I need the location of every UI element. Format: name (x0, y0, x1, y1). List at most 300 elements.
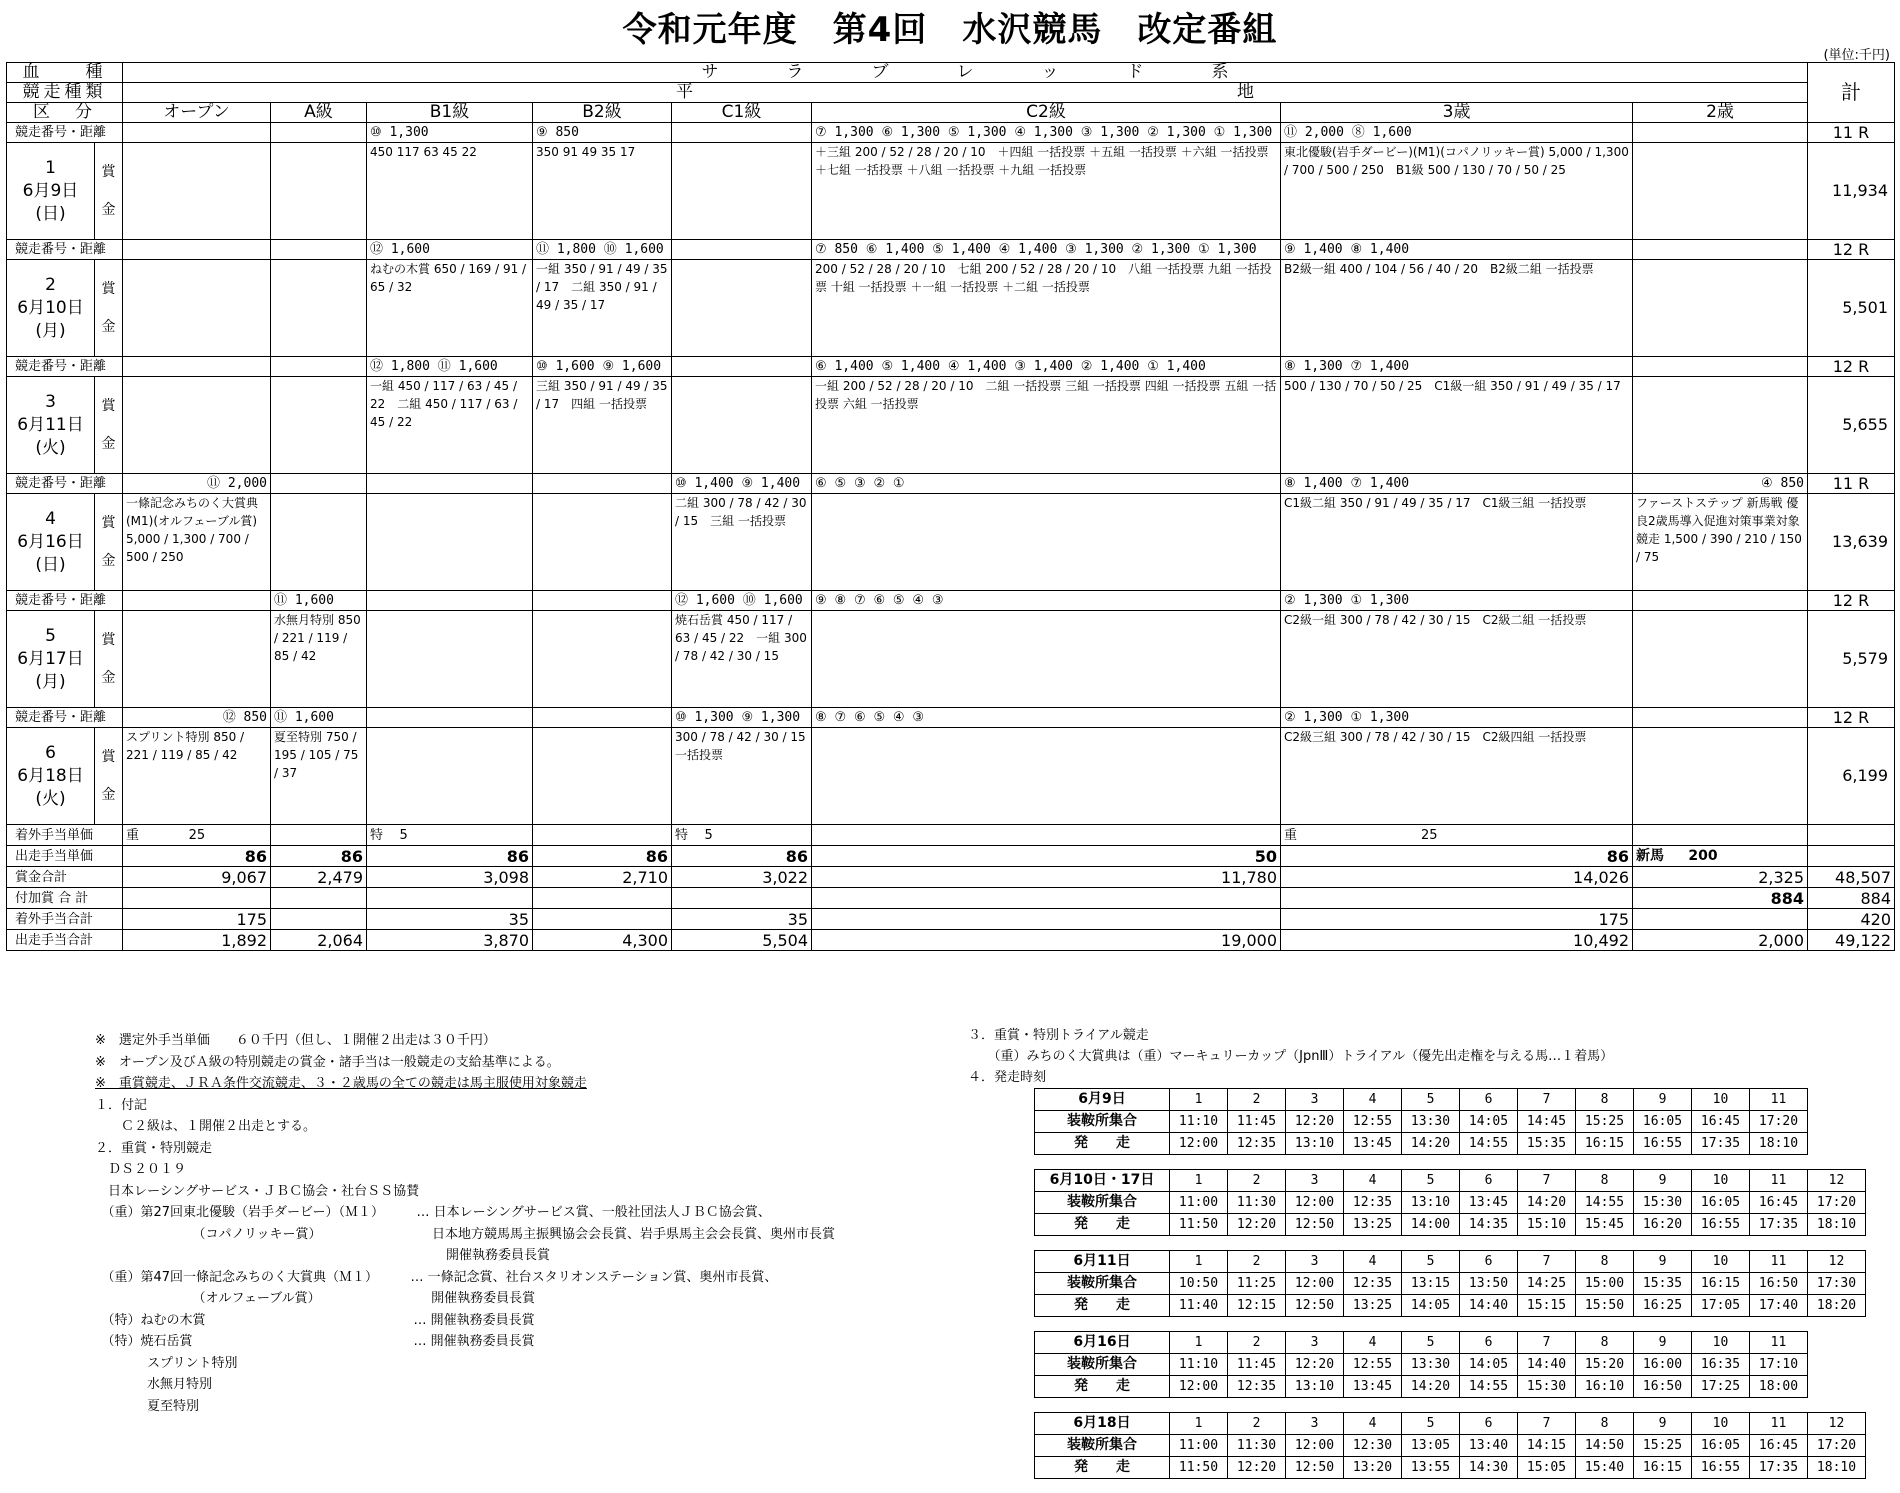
race-number-label: 競走番号・距離 (7, 240, 123, 260)
race-distance-a: ⑪ 1,600 (271, 708, 367, 728)
time-cell: 13:20 (1344, 1457, 1402, 1479)
time-cell: 14:05 (1460, 1111, 1518, 1133)
prize-a (271, 260, 367, 357)
time-cell: 16:45 (1750, 1192, 1808, 1214)
prize-label-top: 賞 (101, 398, 116, 414)
summary-y2: 2,000 (1633, 930, 1808, 951)
time-cell: 12:00 (1286, 1435, 1344, 1457)
note-line: ２．重賞・特別競走 (95, 1140, 213, 1156)
prize-c2 (812, 728, 1281, 825)
time-cell: 16:45 (1750, 1435, 1808, 1457)
summary-open: 1,892 (123, 930, 271, 951)
summary-c2 (812, 825, 1281, 846)
prize-text: C1級二組 350 / 91 / 49 / 35 / 17 C1級三組 一括投票 (1284, 496, 1587, 510)
blood-value: サ ラ ブ レ ッ ド 系 (123, 63, 1808, 83)
schedule-day: 6月16日 (1035, 1332, 1170, 1354)
time-cell: 14:05 (1402, 1295, 1460, 1317)
blood-label: 血 種 (7, 63, 123, 83)
time-cell: 12:20 (1286, 1111, 1344, 1133)
prize-y3 (1281, 728, 1633, 825)
race-no: 10 (1692, 1170, 1750, 1192)
race-no: 11 (1750, 1413, 1808, 1435)
time-cell: 17:40 (1750, 1295, 1808, 1317)
race-no: 12 (1808, 1251, 1866, 1273)
prize-y2 (1633, 611, 1808, 708)
time-cell: 11:30 (1228, 1192, 1286, 1214)
prize-label-top: 賞 (101, 281, 116, 297)
note-line: （特）焼石岳賞 … 開催執務委員長賞 (95, 1334, 535, 1349)
prize-a (271, 728, 367, 825)
time-cell: 16:50 (1750, 1273, 1808, 1295)
prize-text: ファーストステップ 新馬戦 優良2歳馬導入促進対策事業対象競走 1,500 / 390 / 210 / 150 / 75 (1636, 496, 1802, 564)
time-cell: 14:45 (1518, 1111, 1576, 1133)
summary-total: 884 (1808, 888, 1895, 909)
summary-total: 420 (1808, 909, 1895, 930)
time-row-label: 装鞍所集合 (1035, 1192, 1170, 1214)
prize-c2 (812, 143, 1281, 240)
prize-label-top: 賞 (101, 632, 116, 648)
time-cell: 13:10 (1286, 1376, 1344, 1398)
schedule-day: 6月10日・17日 (1035, 1170, 1170, 1192)
time-cell: 17:35 (1750, 1457, 1808, 1479)
summary-c1: 35 (672, 909, 812, 930)
time-row-label: 装鞍所集合 (1035, 1273, 1170, 1295)
race-distance-b2 (533, 591, 672, 611)
prize-row (7, 611, 1895, 708)
summary-total: 49,122 (1808, 930, 1895, 951)
prize-open (123, 494, 271, 591)
prize-label-bottom: 金 (101, 787, 116, 803)
time-cell: 13:40 (1460, 1435, 1518, 1457)
time-row (1035, 1376, 1808, 1398)
time-row (1035, 1214, 1866, 1236)
time-cell: 14:55 (1460, 1376, 1518, 1398)
schedule-day: 6月18日 (1035, 1413, 1170, 1435)
note-line: 開催執務委員長賞 (95, 1248, 551, 1263)
summary-b1: 3,098 (367, 867, 533, 888)
schedule-day: 6月11日 (1035, 1251, 1170, 1273)
time-cell: 13:10 (1402, 1192, 1460, 1214)
summary-row (7, 888, 1895, 909)
time-cell: 16:05 (1692, 1192, 1750, 1214)
prize-label (95, 260, 123, 357)
time-cell: 14:35 (1460, 1214, 1518, 1236)
time-cell: 18:00 (1750, 1376, 1808, 1398)
prize-c1 (672, 494, 812, 591)
class-open: オープン (123, 103, 271, 123)
time-cell: 14:15 (1518, 1435, 1576, 1457)
summary-label: 着外手当単価 (7, 825, 123, 846)
race-no: 10 (1692, 1413, 1750, 1435)
race-no: 1 (1170, 1089, 1228, 1111)
time-row-label: 装鞍所集合 (1035, 1435, 1170, 1457)
time-cell: 16:50 (1634, 1376, 1692, 1398)
race-number-header (1035, 1170, 1866, 1192)
class-3yo: 3歳 (1281, 103, 1633, 123)
prize-c2 (812, 377, 1281, 474)
time-row-label: 発 走 (1035, 1376, 1170, 1398)
prize-text: 夏至特別 750 / 195 / 105 / 75 / 37 (274, 730, 359, 780)
race-no: 6 (1460, 1251, 1518, 1273)
time-cell: 14:05 (1460, 1354, 1518, 1376)
day-total: 13,639 (1808, 494, 1895, 591)
race-distance-b2: ⑨ 850 (533, 123, 672, 143)
time-cell: 15:35 (1518, 1133, 1576, 1155)
prize-b1 (367, 728, 533, 825)
prize-text: 東北優駿(岩手ダービー)(M1)(コパノリッキー賞) 5,000 / 1,300 / 700 / 500 / 250 B1級 500 / 130 / 70 / 50 / 25 (1284, 145, 1629, 177)
summary-b1 (367, 888, 533, 909)
summary-y3: 14,026 (1281, 867, 1633, 888)
prize-a (271, 143, 367, 240)
race-distance-c2: ⑧ ⑦ ⑥ ⑤ ④ ③ (812, 708, 1281, 728)
prize-row (7, 728, 1895, 825)
prize-text: 450 117 63 45 22 (370, 145, 477, 159)
prize-text: 二組 300 / 78 / 42 / 30 / 15 三組 一括投票 (675, 496, 807, 528)
summary-y2: 新馬 200 (1633, 846, 1808, 867)
time-cell: 17:20 (1808, 1435, 1866, 1457)
time-cell: 12:35 (1344, 1192, 1402, 1214)
race-distance-b1 (367, 708, 533, 728)
summary-a: 86 (271, 846, 367, 867)
prize-b1 (367, 377, 533, 474)
time-cell: 11:45 (1228, 1354, 1286, 1376)
prize-text: 三組 350 / 91 / 49 / 35 / 17 四組 一括投票 (536, 379, 668, 411)
summary-b2: 4,300 (533, 930, 672, 951)
time-cell: 11:50 (1170, 1457, 1228, 1479)
race-distance-open (123, 357, 271, 377)
prize-b1 (367, 494, 533, 591)
prize-text: C2級一組 300 / 78 / 42 / 30 / 15 C2級二組 一括投票 (1284, 613, 1587, 627)
note-line: （重）第47回一條記念みちのく大賞典（Ｍ１） … 一條記念賞、社台スタリオンステーション賞、奥州市長賞、 (95, 1269, 778, 1285)
race-number-label: 競走番号・距離 (7, 123, 123, 143)
time-cell: 17:20 (1808, 1192, 1866, 1214)
prize-row (7, 377, 1895, 474)
race-no: 3 (1286, 1089, 1344, 1111)
time-cell: 14:25 (1518, 1273, 1576, 1295)
race-count: 11 R (1808, 123, 1895, 143)
race-type-value: 平 地 (123, 83, 1808, 103)
race-day: 4 6月16日 (日) (7, 494, 95, 591)
prize-label (95, 377, 123, 474)
time-cell: 16:55 (1634, 1133, 1692, 1155)
note-line: ＤＳ２０１９ (95, 1162, 187, 1177)
race-distance-c2: ⑦ 1,300 ⑥ 1,300 ⑤ 1,300 ④ 1,300 ③ 1,300 ② 1,300 ① 1,300 (812, 123, 1281, 143)
time-cell: 16:55 (1692, 1214, 1750, 1236)
race-number-header (1035, 1332, 1808, 1354)
time-cell: 16:05 (1692, 1435, 1750, 1457)
summary-b1: 86 (367, 846, 533, 867)
prize-a (271, 377, 367, 474)
summary-b1: 3,870 (367, 930, 533, 951)
time-cell: 11:10 (1170, 1354, 1228, 1376)
time-cell: 13:25 (1344, 1295, 1402, 1317)
time-cell: 17:05 (1692, 1295, 1750, 1317)
summary-label: 賞金合計 (7, 867, 123, 888)
summary-b2: 86 (533, 846, 672, 867)
summary-y2 (1633, 825, 1808, 846)
time-cell: 17:30 (1808, 1273, 1866, 1295)
summary-c1: 特 5 (672, 825, 812, 846)
prize-label-top: 賞 (101, 749, 116, 765)
time-cell: 13:45 (1460, 1192, 1518, 1214)
summary-y3: 重 25 (1281, 825, 1633, 846)
prize-y2 (1633, 377, 1808, 474)
start-time-table (1034, 1331, 1808, 1398)
right-note-line: ４．発走時刻 (968, 1070, 1047, 1085)
race-no: 1 (1170, 1251, 1228, 1273)
time-cell: 14:40 (1460, 1295, 1518, 1317)
note-line: （コパノリッキー賞） 日本地方競馬馬主振興協会会長賞、岩手県馬主会会長賞、奥州市長賞 (95, 1226, 835, 1242)
summary-total: 48,507 (1808, 867, 1895, 888)
race-no: 4 (1344, 1089, 1402, 1111)
prize-y3 (1281, 494, 1633, 591)
prize-a (271, 611, 367, 708)
race-count: 12 R (1808, 357, 1895, 377)
race-day: 6 6月18日 (火) (7, 728, 95, 825)
time-cell: 16:20 (1634, 1214, 1692, 1236)
prize-label-bottom: 金 (101, 436, 116, 452)
time-row (1035, 1295, 1866, 1317)
race-distance-b1: ⑩ 1,300 (367, 123, 533, 143)
summary-b1: 特 5 (367, 825, 533, 846)
race-distance-b1: ⑫ 1,600 (367, 240, 533, 260)
race-no: 3 (1286, 1332, 1344, 1354)
race-type-label: 競走種類 (7, 83, 123, 103)
summary-open: 86 (123, 846, 271, 867)
schedule-day: 6月9日 (1035, 1089, 1170, 1111)
time-cell: 14:40 (1518, 1354, 1576, 1376)
race-distance-b1 (367, 591, 533, 611)
race-no: 4 (1344, 1332, 1402, 1354)
race-no: 9 (1634, 1170, 1692, 1192)
time-cell: 15:30 (1634, 1192, 1692, 1214)
note-line: 夏至特別 (95, 1398, 200, 1414)
time-row-label: 装鞍所集合 (1035, 1354, 1170, 1376)
summary-label: 出走手当単価 (7, 846, 123, 867)
race-number-row (7, 123, 1895, 143)
time-cell: 13:55 (1402, 1457, 1460, 1479)
time-cell: 12:20 (1228, 1214, 1286, 1236)
race-distance-a (271, 240, 367, 260)
race-distance-y3: ⑧ 1,300 ⑦ 1,400 (1281, 357, 1633, 377)
race-no: 7 (1518, 1332, 1576, 1354)
prize-text: 一組 350 / 91 / 49 / 35 / 17 二組 350 / 91 / 49 / 35 / 17 (536, 262, 668, 312)
prize-open (123, 260, 271, 357)
summary-label: 着外手当合計 (7, 909, 123, 930)
day-total: 5,655 (1808, 377, 1895, 474)
prize-b1 (367, 143, 533, 240)
race-distance-c1 (672, 123, 812, 143)
race-no: 6 (1460, 1089, 1518, 1111)
race-distance-b2 (533, 474, 672, 494)
race-no: 7 (1518, 1413, 1576, 1435)
prize-text: 焼石岳賞 450 / 117 / 63 / 45 / 22 一組 300 / 78 / 42 / 30 / 15 (675, 613, 807, 663)
race-distance-c1 (672, 240, 812, 260)
race-distance-open (123, 240, 271, 260)
time-cell: 11:00 (1170, 1435, 1228, 1457)
summary-c1: 3,022 (672, 867, 812, 888)
prize-c1 (672, 377, 812, 474)
notes-section (95, 1030, 975, 1417)
time-row-label: 装鞍所集合 (1035, 1111, 1170, 1133)
prize-c2 (812, 611, 1281, 708)
prize-b1 (367, 260, 533, 357)
race-number-header (1035, 1251, 1866, 1273)
time-cell: 15:25 (1634, 1435, 1692, 1457)
prize-text: 水無月特別 850 / 221 / 119 / 85 / 42 (274, 613, 361, 663)
race-day: 2 6月10日 (月) (7, 260, 95, 357)
race-no: 9 (1634, 1413, 1692, 1435)
prize-c2 (812, 260, 1281, 357)
time-cell: 14:20 (1402, 1133, 1460, 1155)
time-cell: 15:20 (1576, 1354, 1634, 1376)
note-line: スプリント特別 (95, 1355, 238, 1371)
prize-label (95, 611, 123, 708)
race-day: 1 6月9日 (日) (7, 143, 95, 240)
time-cell: 12:30 (1344, 1435, 1402, 1457)
race-no: 7 (1518, 1089, 1576, 1111)
prize-c1 (672, 260, 812, 357)
note-line: 水無月特別 (95, 1377, 213, 1392)
summary-b2 (533, 825, 672, 846)
prize-b1 (367, 611, 533, 708)
race-no: 3 (1286, 1413, 1344, 1435)
note-line: ※ オープン及びＡ級の特別競走の賞金・諸手当は一般競走の支給基準による。 (95, 1054, 560, 1070)
class-a: A級 (271, 103, 367, 123)
prize-c2 (812, 494, 1281, 591)
time-cell: 14:55 (1460, 1133, 1518, 1155)
class-b1: B1級 (367, 103, 533, 123)
prize-y3 (1281, 143, 1633, 240)
summary-a: 2,064 (271, 930, 367, 951)
race-day: 3 6月11日 (火) (7, 377, 95, 474)
time-cell: 12:00 (1170, 1133, 1228, 1155)
race-distance-open: ⑫ 850 (123, 708, 271, 728)
time-row (1035, 1273, 1866, 1295)
prize-y2 (1633, 494, 1808, 591)
prize-text: 一組 450 / 117 / 63 / 45 / 22 二組 450 / 117 / 63 / 45 / 22 (370, 379, 518, 429)
time-cell: 15:40 (1576, 1457, 1634, 1479)
race-no: 5 (1402, 1170, 1460, 1192)
prize-text: C2級三組 300 / 78 / 42 / 30 / 15 C2級四組 一括投票 (1284, 730, 1587, 744)
race-no: 8 (1576, 1170, 1634, 1192)
race-number-row (7, 474, 1895, 494)
time-cell: 13:25 (1344, 1214, 1402, 1236)
prize-c1 (672, 143, 812, 240)
prize-text: 一條記念みちのく大賞典(M1)(オルフェーブル賞) 5,000 / 1,300 / 700 / 500 / 250 (126, 496, 259, 564)
prize-open (123, 143, 271, 240)
time-cell: 11:40 (1170, 1295, 1228, 1317)
prize-label-top: 賞 (101, 164, 116, 180)
race-no: 1 (1170, 1332, 1228, 1354)
prize-c1 (672, 728, 818, 825)
time-cell: 15:15 (1518, 1295, 1576, 1317)
start-time-table (1034, 1250, 1866, 1317)
prize-row (7, 143, 1895, 240)
time-cell: 18:10 (1808, 1214, 1866, 1236)
race-no: 2 (1228, 1089, 1286, 1111)
race-no: 6 (1460, 1413, 1518, 1435)
time-cell: 16:25 (1634, 1295, 1692, 1317)
time-cell: 16:05 (1634, 1111, 1692, 1133)
right-note-line: ３．重賞・特別トライアル競走 (968, 1028, 1149, 1043)
prize-y2 (1633, 143, 1808, 240)
time-cell: 12:35 (1228, 1376, 1286, 1398)
time-cell: 12:15 (1228, 1295, 1286, 1317)
right-notes (968, 1025, 1888, 1088)
prize-b2 (533, 611, 672, 708)
race-no: 4 (1344, 1251, 1402, 1273)
race-no: 10 (1692, 1332, 1750, 1354)
summary-b1: 35 (367, 909, 533, 930)
time-cell: 17:20 (1750, 1111, 1808, 1133)
summary-b2 (533, 888, 672, 909)
note-line: 日本レーシングサービス・ＪＢＣ協会・社台ＳＳ協賛 (95, 1183, 420, 1199)
class-b2: B2級 (533, 103, 672, 123)
time-cell: 15:25 (1576, 1111, 1634, 1133)
prize-b2 (533, 728, 672, 825)
summary-y3 (1281, 888, 1633, 909)
time-cell: 16:55 (1692, 1457, 1750, 1479)
division-label: 区 分 (7, 103, 123, 123)
time-cell: 13:45 (1344, 1133, 1402, 1155)
prize-open (123, 377, 271, 474)
race-distance-y2 (1633, 591, 1808, 611)
time-cell: 11:25 (1228, 1273, 1286, 1295)
prize-text: 300 / 78 / 42 / 30 / 15 一括投票 (675, 730, 818, 762)
race-no: 7 (1518, 1251, 1576, 1273)
prize-b2 (533, 143, 672, 240)
time-cell: 15:35 (1634, 1273, 1692, 1295)
race-number-label: 競走番号・距離 (7, 708, 123, 728)
note-line: （重）第27回東北優駿（岩手ダービー）（Ｍ１） … 日本レーシングサービス賞、一般社団法人ＪＢＣ協会賞、 (95, 1205, 771, 1220)
prize-a (271, 494, 367, 591)
time-cell: 12:35 (1228, 1133, 1286, 1155)
time-cell: 14:50 (1576, 1435, 1634, 1457)
race-day: 5 6月17日 (月) (7, 611, 95, 708)
day-total: 11,934 (1808, 143, 1895, 240)
time-cell: 15:00 (1576, 1273, 1634, 1295)
prize-label (95, 728, 123, 825)
summary-c1: 5,504 (672, 930, 812, 951)
time-cell: 12:50 (1286, 1295, 1344, 1317)
summary-b2 (533, 909, 672, 930)
race-distance-open: ⑪ 2,000 (123, 474, 271, 494)
time-cell: 17:35 (1692, 1133, 1750, 1155)
prize-text: B2級一組 400 / 104 / 56 / 40 / 20 B2級二組 一括投票 (1284, 262, 1594, 276)
time-row (1035, 1133, 1808, 1155)
race-number-row (7, 357, 1895, 377)
race-no: 10 (1692, 1089, 1750, 1111)
race-no: 5 (1402, 1089, 1460, 1111)
summary-y3: 86 (1281, 846, 1633, 867)
time-row (1035, 1192, 1866, 1214)
time-cell: 12:55 (1344, 1354, 1402, 1376)
time-cell: 18:10 (1808, 1457, 1866, 1479)
summary-label: 出走手当合計 (7, 930, 123, 951)
race-no: 4 (1344, 1413, 1402, 1435)
total-header: 計 (1808, 63, 1895, 123)
page-title: 令和元年度 第4回 水沢競馬 改定番組 (622, 10, 1278, 50)
race-count: 12 R (1808, 591, 1895, 611)
summary-open (123, 888, 271, 909)
time-cell: 14:55 (1576, 1192, 1634, 1214)
prize-label-bottom: 金 (101, 670, 116, 686)
time-cell: 14:20 (1402, 1376, 1460, 1398)
summary-y3: 10,492 (1281, 930, 1633, 951)
time-cell: 17:35 (1750, 1214, 1808, 1236)
race-no: 12 (1808, 1413, 1866, 1435)
